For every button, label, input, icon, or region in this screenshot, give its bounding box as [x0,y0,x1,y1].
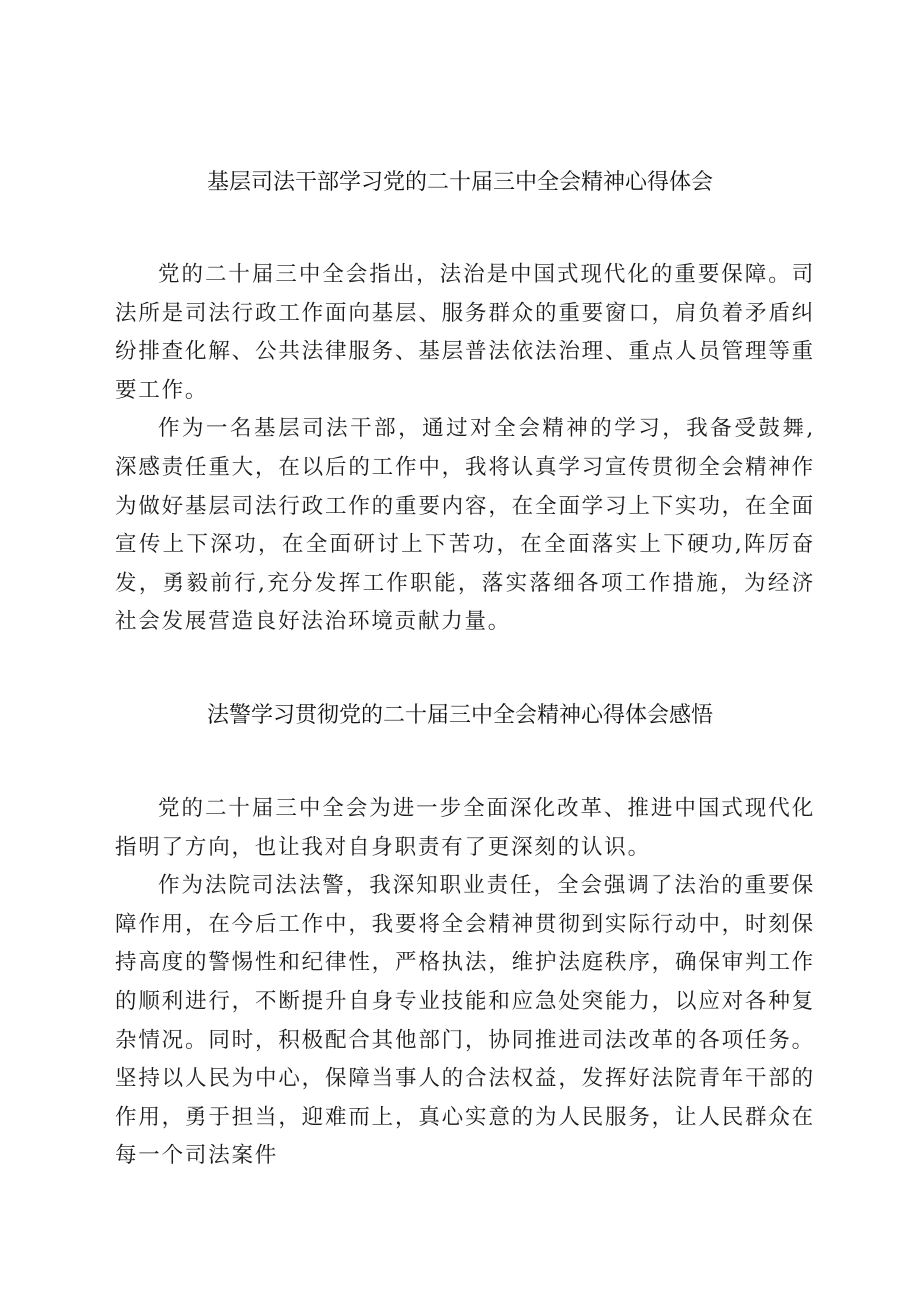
article-title-2: 法警学习贯彻党的二十届三中全会精神心得体会感悟 [206,703,713,728]
article-2-paragraph-1: 党的二十届三中全会为进一步全面深化改革、推进中国式现代化指明了方向，也让我对自身职责有了更深刻的认识。 [115,796,815,860]
article-body-2 [115,790,815,1176]
article-1-paragraph-1: 党的二十届三中全会指出，法治是中国式现代化的重要保障。司法所是司法行政工作面向基层、服务群众的重要窗口，肩负着矛盾纠纷排查化解、公共法律服务、基层普法依法治理、重点人员管理等重要工作。 [115,262,815,403]
article-title-1: 基层司法干部学习党的二十届三中全会精神心得体会 [206,170,713,195]
article-body-1 [115,256,815,642]
article-2-paragraph-2: 作为法院司法法警，我深知职业责任，全会强调了法治的重要保障作用，在今后工作中，我要将全会精神贯彻到实际行动中，时刻保持高度的警惕性和纪律性，严格执法，维护法庭秩序，确保审判工作的顺利进行，不断提升自身专业技能和应急处突能力，以应对各种复杂情况。同时，积极配合其他部门，协同推进司法改革的各项任务。坚持以人民为中心，保障当事人的合法权益，发挥好法院青年干部的作用，勇于担当，迎难而上，真心实意的为人民服务，让人民群众在每一个司法案件 [115,873,815,1169]
article-1-paragraph-2: 作为一名基层司法干部，通过对全会精神的学习，我备受鼓舞,深感责任重大，在以后的工作中，我将认真学习宣传贯彻全会精神作为做好基层司法行政工作的重要内容，在全面学习上下实功，在全面宣传上下深功，在全面研讨上下苦功，在全面落实上下硬功,阵厉奋发，勇毅前行,充分发挥工作职能，落实落细各项工作措施，为经济社会发展营造良好法治环境贡献力量。 [115,416,815,635]
